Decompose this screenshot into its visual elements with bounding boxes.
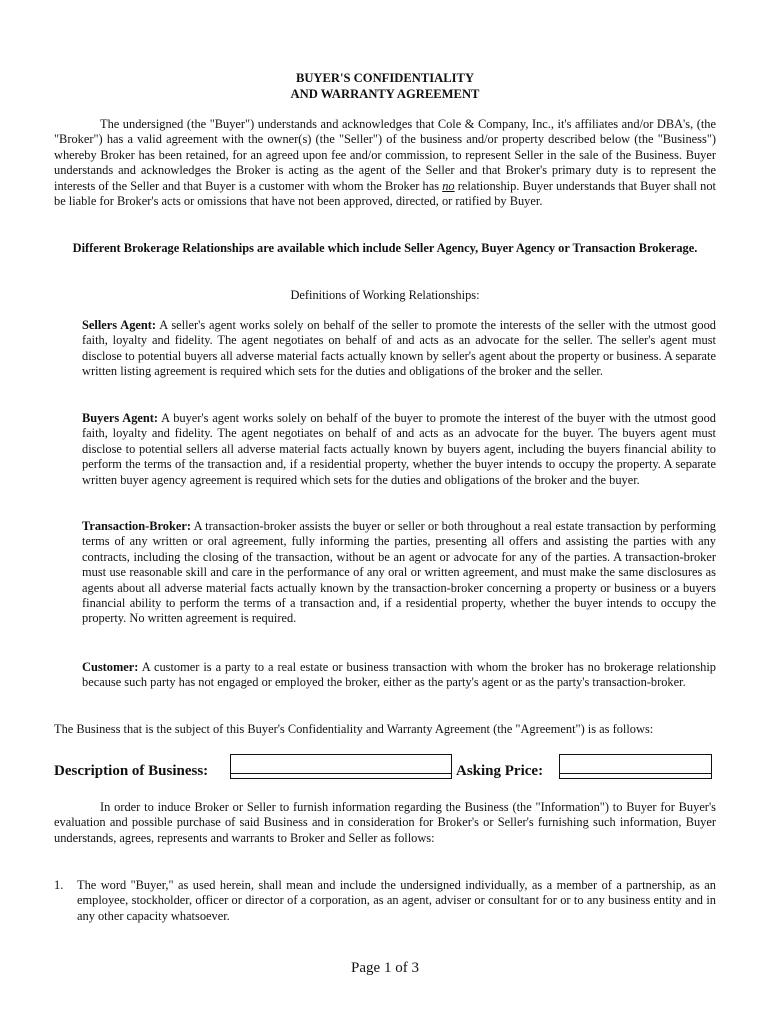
definition-sellers-agent: [82, 318, 716, 380]
definition-text: A transaction-broker assists the buyer or seller or both throughout a real estate transaction by performing terms of any written or oral agreement, fully informing the parties, presenting all offers and assisting the parties with any contracts, including the closing of the transaction, without be an agent or advocate for any of the parties. A transaction-broker must use reasonable skill and care in the performance of any oral or written agreement, and must make the same disclosures as agents about all adverse material facts actually known by the transaction-broker concerning a property or business or a buyers financial ability to perform the terms of a transaction and, if a residential property, whether the buyer intends to occupy the property. No written agreement is required.: [82, 519, 716, 626]
definitions-heading: Definitions of Working Relationships:: [290, 288, 480, 302]
title-line-1: BUYER'S CONFIDENTIALITY: [295, 71, 475, 85]
definition-text: A seller's agent works solely on behalf of the seller to promote the interests of the seller with the utmost good faith, loyalty and fidelity. The agent negotiates on behalf of and acts as an advocate for the seller. The seller's agent must disclose to potential buyers all adverse material facts actually known by seller's agent about the property or business. A separate written listing agreement is required which sets for the duties and obligations of the broker and the seller.: [82, 318, 716, 379]
definition-buyers-agent: [82, 411, 716, 488]
definition-term: Sellers Agent:: [82, 318, 157, 332]
business-fields-row: [54, 754, 716, 782]
asking-price-label: Asking Price:: [456, 763, 544, 779]
page-footer: Page 1 of 3: [351, 960, 419, 976]
definition-term: Customer:: [82, 660, 139, 674]
description-field[interactable]: [230, 754, 452, 779]
title-line-2: AND WARRANTY AGREEMENT: [290, 87, 480, 101]
definition-text: A customer is a party to a real estate or business transaction with whom the broker has no brokerage relationship because such party has not engaged or employed the broker, either as the party's agent or as the party's transaction-broker.: [82, 660, 716, 690]
item-1-number: 1.: [54, 878, 64, 892]
subject-paragraph: The Business that is the subject of this Buyer's Confidentiality and Warranty Agreement (the "Agreement") is as follows:: [54, 722, 654, 736]
intro-no-emphasis: no: [442, 178, 455, 193]
intro-paragraph: [54, 117, 716, 209]
definition-term: Transaction-Broker:: [82, 519, 191, 533]
inducement-paragraph: In order to induce Broker or Seller to furnish information regarding the Business (the "Information") to Buyer for Buyer's evaluation and possible purchase of said Business and in consideration for Broker's or Seller's furnishing such information, Buyer understands, agrees, represents and warrants to Broker and Seller as follows:: [54, 800, 716, 845]
definition-term: Buyers Agent:: [82, 411, 159, 425]
intro-text-post: relationship. Buyer understands that Buyer shall not be liable for Broker's acts or omissions that have not been approved, directed, or ratified by Buyer.: [54, 178, 716, 209]
asking-price-field[interactable]: [559, 754, 712, 779]
definition-customer: [82, 660, 716, 691]
definition-transaction-broker: [82, 519, 716, 627]
intro-text-pre: The undersigned (the "Buyer") understands and acknowledges that Cole & Company, Inc., it's affiliates and/or DBA's, (the "Broker") has a valid agreement with the owner(s) (the "Seller") of the business and/or property described below (the "Business") whereby Broker has been retained, for an agreed upon fee and/or commission, to represent Seller in the sale of the Business. Buyer understands and acknowledges the Broker is acting as the agent of the Seller and that Broker's primary duty is to represent the interests of the Seller and that Buyer is a customer with whom the Broker has: [54, 117, 716, 193]
description-label: Description of Business:: [54, 763, 209, 779]
item-1-text: The word "Buyer," as used herein, shall mean and include the undersigned individually, as a member of a partnership, as an employee, stockholder, officer or director of a corporation, as an agent, adviser or consultant for or to any business entity and in any other capacity whatsoever.: [77, 878, 716, 923]
relationships-heading: Different Brokerage Relationships are available which include Seller Agency, Buyer Agency or Transaction Brokerage.: [72, 241, 698, 255]
definition-text: A buyer's agent works solely on behalf of the buyer to promote the interest of the buyer with the utmost good faith, loyalty and fidelity. The agent negotiates on behalf of and acts as an advocate for the buyer. The buyers agent must disclose to potential sellers all adverse material facts actually known by buyers agent, including the buyers financial ability to perform the terms of the transaction and, if a residential property, whether the buyer intends to occupy the property. A separate written buyer agency agreement is required which sets for the duties and obligations of the broker and the buyer.: [82, 411, 716, 487]
